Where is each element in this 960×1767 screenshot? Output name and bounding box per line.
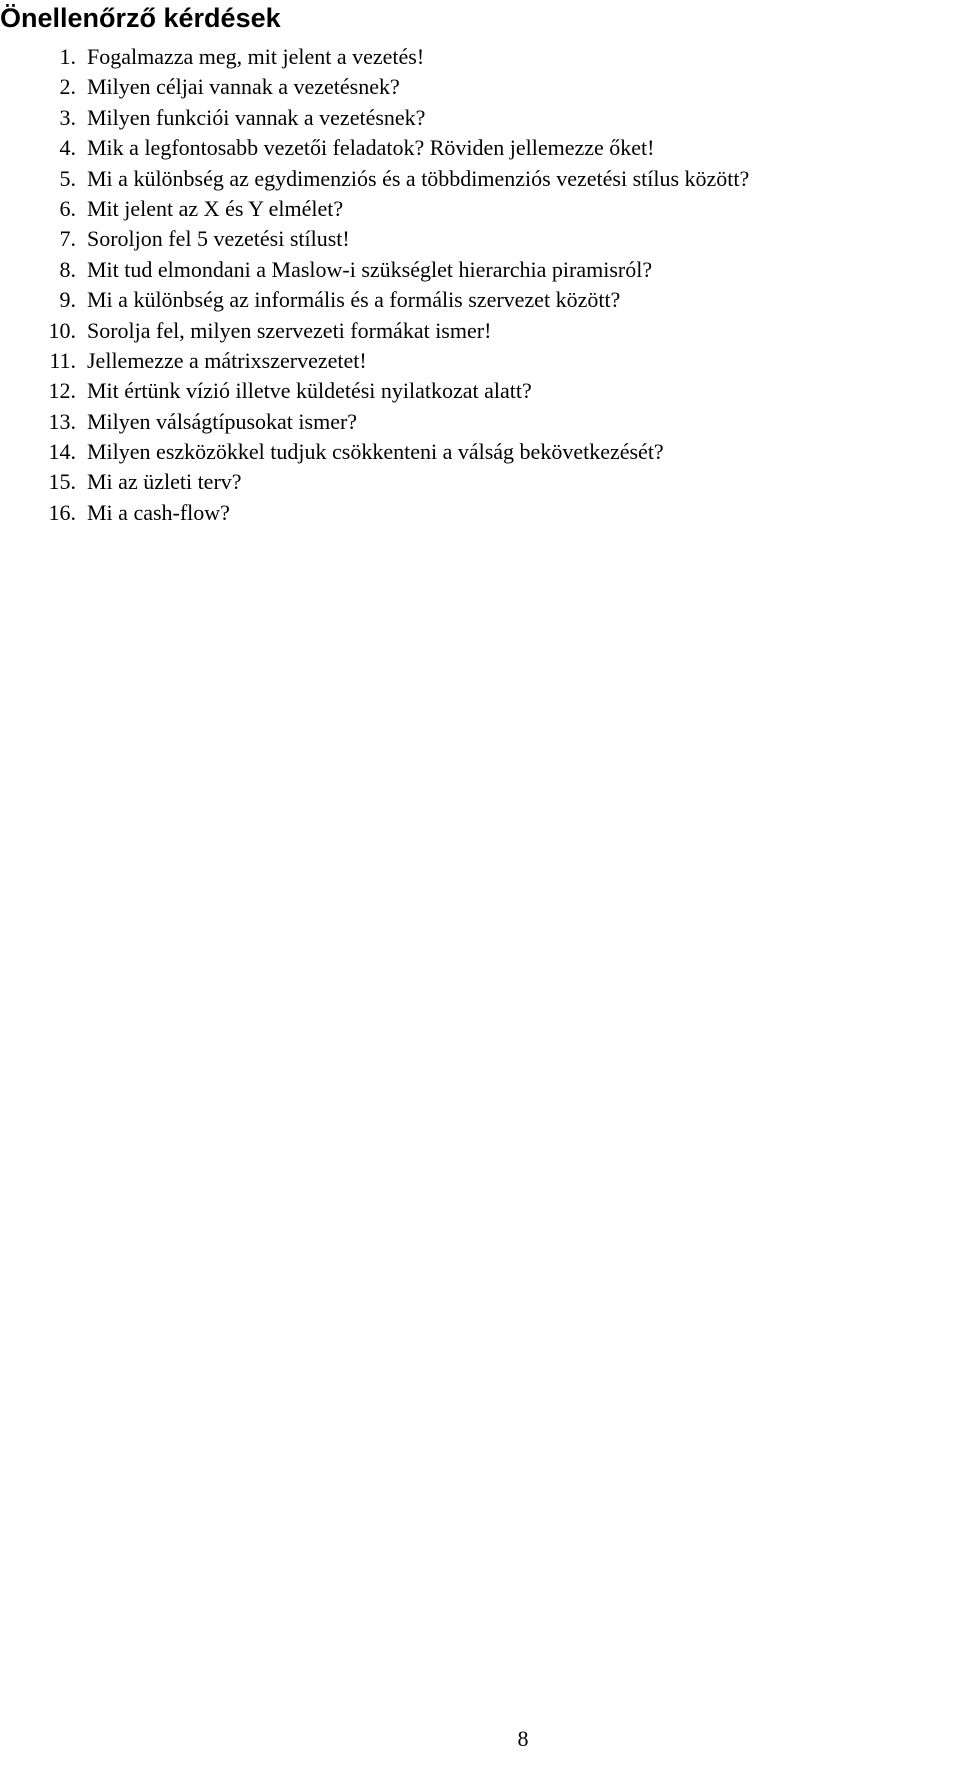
question-text: Mit értünk vízió illetve küldetési nyilatkozat alatt? xyxy=(87,378,532,404)
question-text: Milyen eszközökkel tudjuk csökkenteni a válság bekövetkezését? xyxy=(87,439,664,465)
question-text: Sorolja fel, milyen szervezeti formákat ismer! xyxy=(87,317,492,343)
question-number: 5. xyxy=(59,165,76,191)
question-number: 7. xyxy=(59,226,76,252)
question-text: Mit tud elmondani a Maslow-i szükséglet hierarchia piramisról? xyxy=(87,256,653,282)
question-text: Mi a cash-flow? xyxy=(87,499,230,525)
question-number: 14. xyxy=(48,439,76,465)
question-number: 11. xyxy=(49,347,76,373)
question-number: 13. xyxy=(48,408,76,434)
question-number: 15. xyxy=(48,469,76,495)
question-number: 4. xyxy=(59,135,76,161)
question-text: Mik a legfontosabb vezetői feladatok? Röviden jellemezze őket! xyxy=(87,135,655,161)
question-text: Milyen funkciói vannak a vezetésnek? xyxy=(87,104,426,130)
question-number: 9. xyxy=(59,287,76,313)
question-number: 1. xyxy=(59,44,76,69)
question-number: 2. xyxy=(59,74,76,100)
page-title: Önellenőrző kérdések xyxy=(0,3,281,33)
question-number: 8. xyxy=(59,256,76,282)
question-text: Milyen céljai vannak a vezetésnek? xyxy=(87,74,400,100)
question-number: 6. xyxy=(59,195,76,221)
question-text: Soroljon fel 5 vezetési stílust! xyxy=(87,226,350,252)
question-text: Fogalmazza meg, mit jelent a vezetés! xyxy=(87,44,425,69)
question-number: 16. xyxy=(48,499,76,525)
question-number: 12. xyxy=(48,378,76,404)
question-text: Mi a különbség az informális és a formális szervezet között? xyxy=(87,287,621,313)
question-number: 10. xyxy=(48,317,76,343)
question-number: 3. xyxy=(59,104,76,130)
question-text: Milyen válságtípusokat ismer? xyxy=(87,408,358,434)
page-number: 8 xyxy=(517,1726,529,1751)
question-text: Mit jelent az X és Y elmélet? xyxy=(87,195,344,221)
question-text: Mi az üzleti terv? xyxy=(87,469,242,495)
question-text: Jellemezze a mátrixszervezetet! xyxy=(87,347,367,373)
question-text: Mi a különbség az egydimenziós és a többdimenziós vezetési stílus között? xyxy=(87,165,750,191)
